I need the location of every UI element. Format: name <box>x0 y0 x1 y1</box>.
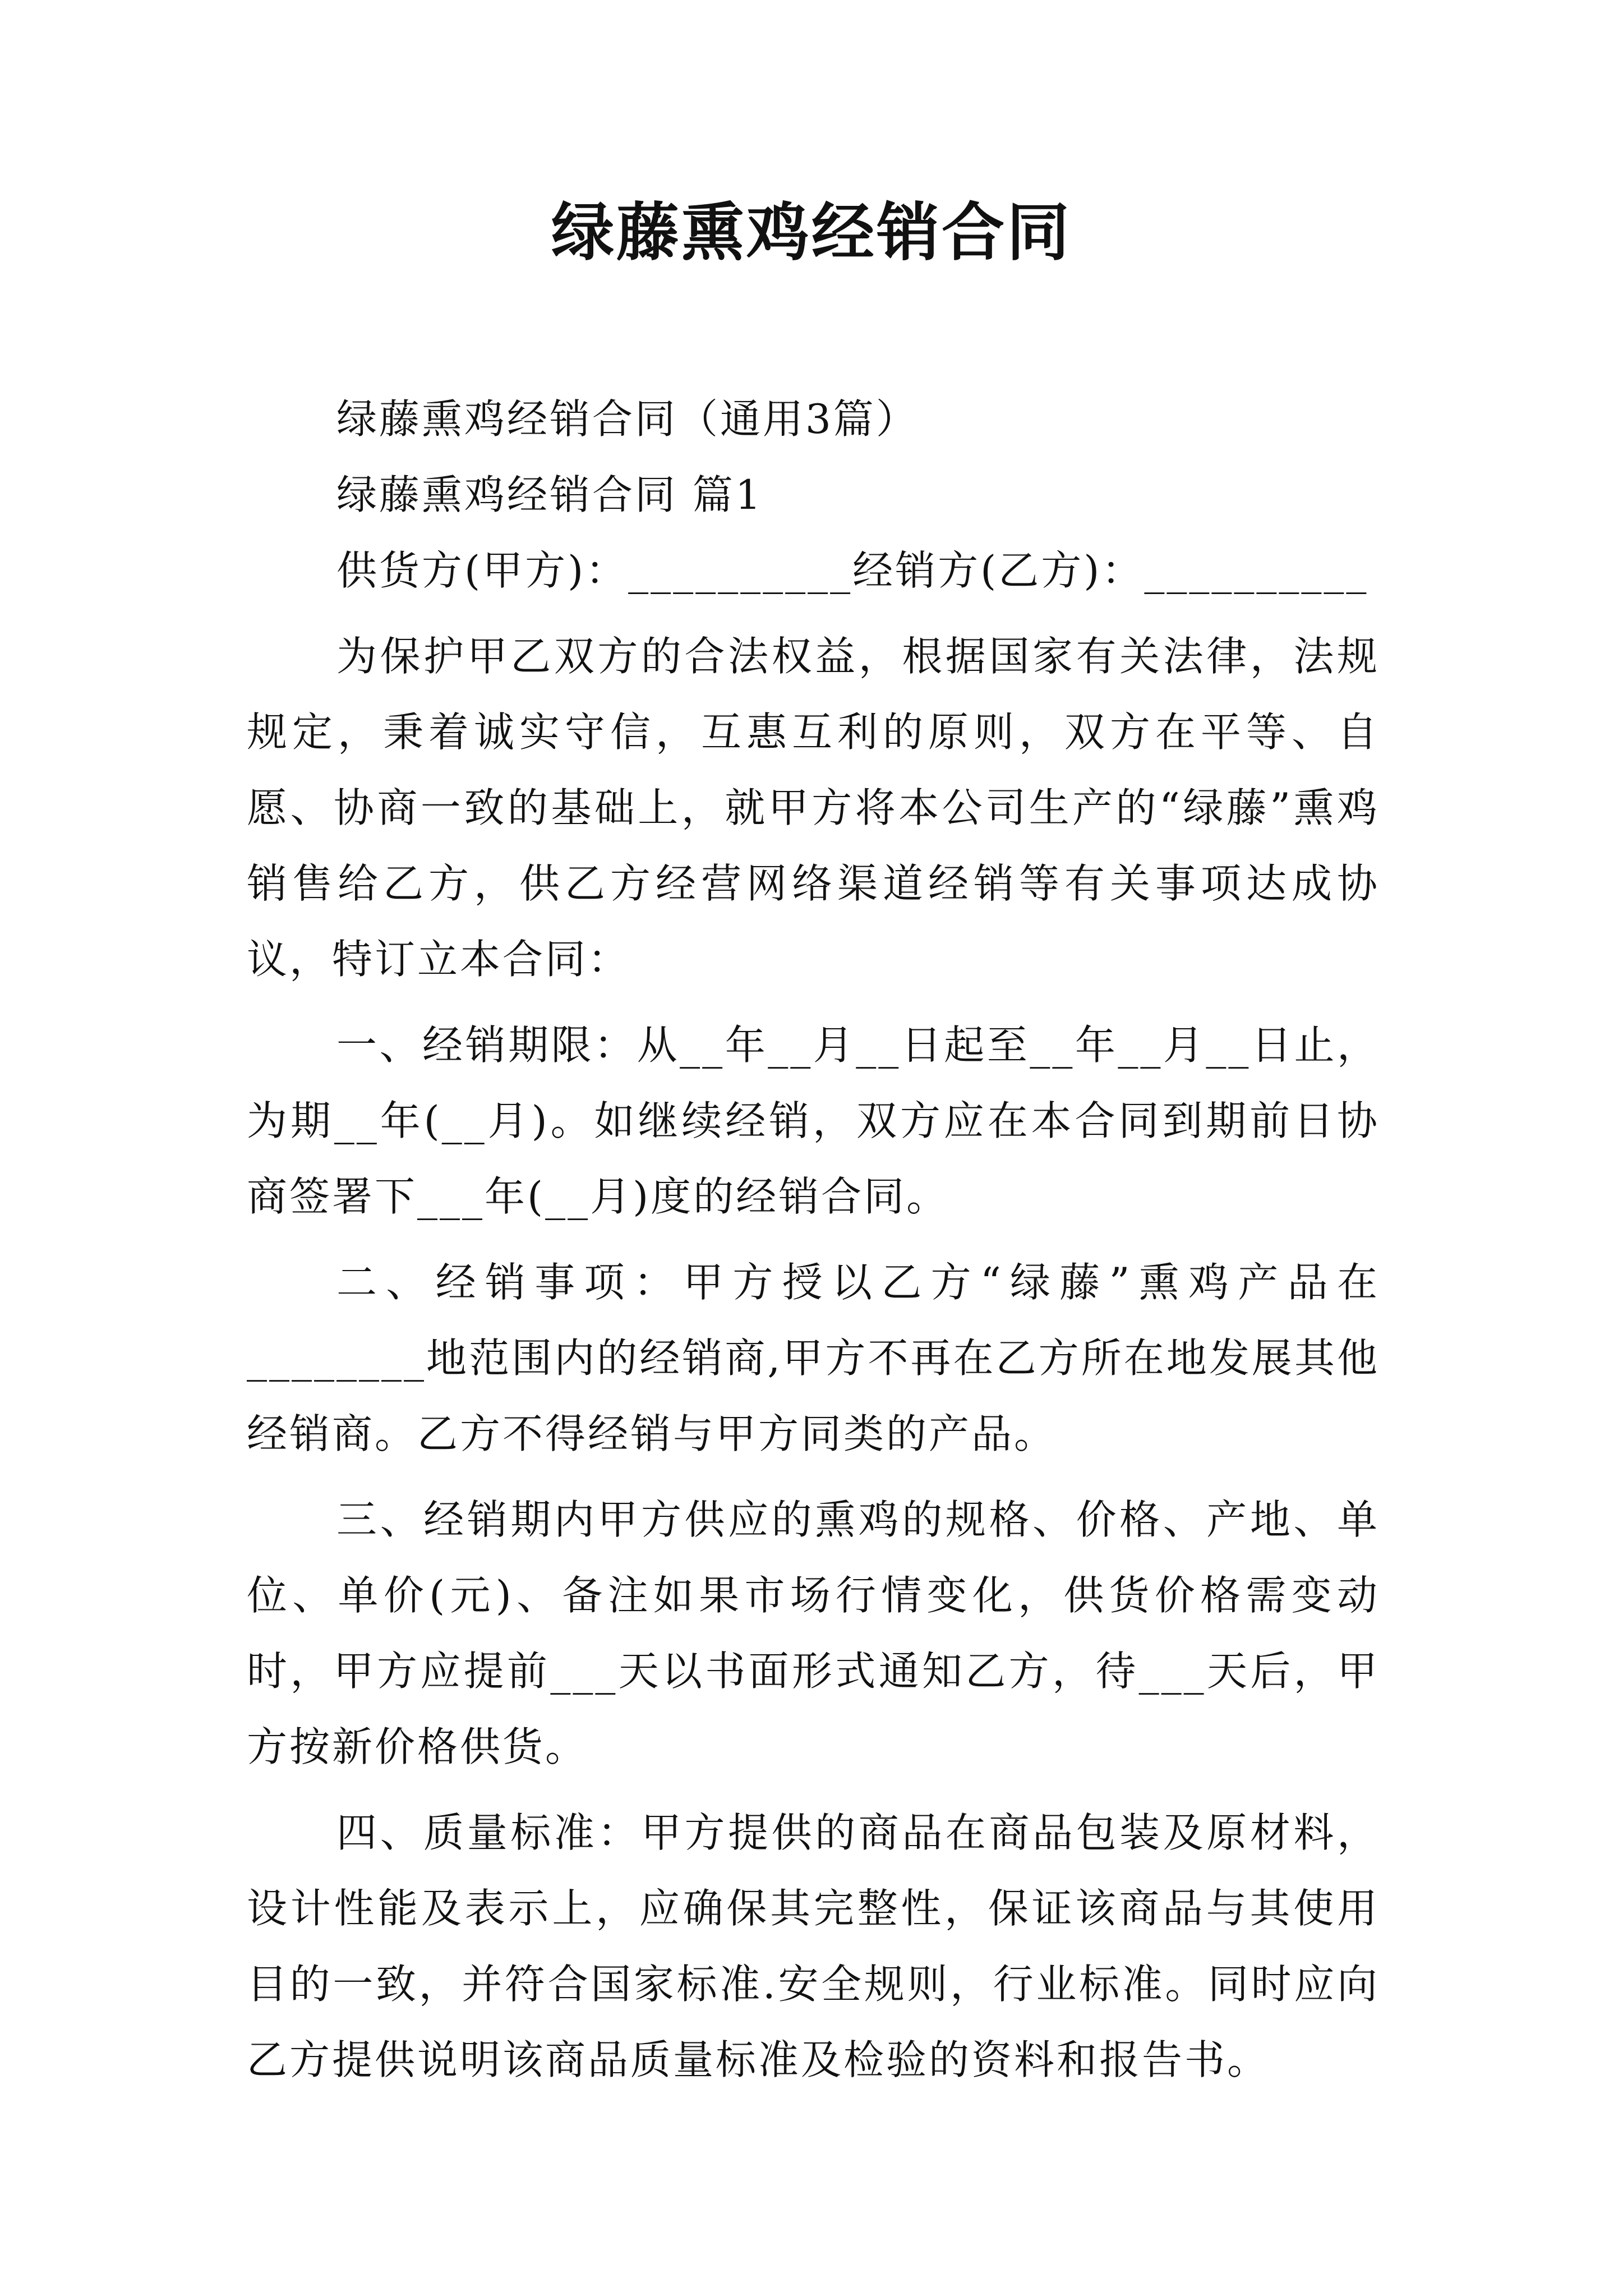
document-body <box>247 381 1380 2098</box>
parties-line: 供货方(甲方)：__________经销方(乙方)：__________ <box>336 547 1369 594</box>
section-heading: 绿藤熏鸡经销合同 篇1 <box>336 471 763 518</box>
paragraph-preamble: 为保护甲乙双方的合法权益，根据国家有关法律，法规规定，秉着诚实守信，互惠互利的原则，双方在平等、自愿、协商一致的基础上，就甲方将本公司生产的“绿藤”熏鸡销售给乙方，供乙方经营网络渠道经销等有关事项达成协议，特订立本合同： <box>247 633 1380 983</box>
paragraph-quality: 四、质量标准：甲方提供的商品在商品包装及原材料，设计性能及表示上，应确保其完整性，保证该商品与其使用目的一致，并符合国家标准.安全规则，行业标准。同时应向乙方提供说明该商品质量标准及检验的资料和报告书。 <box>247 1809 1380 2083</box>
paragraph-pricing: 三、经销期内甲方供应的熏鸡的规格、价格、产地、单位、单价(元)、备注如果市场行情变化，供货价格需变动时，甲方应提前___天以书面形式通知乙方，待___天后，甲方按新价格供货。 <box>247 1496 1380 1770</box>
paragraph-scope: 二、经销事项：甲方授以乙方“绿藤”熏鸡产品在________地范围内的经销商,甲方不再在乙方所在地发展其他经销商。乙方不得经销与甲方同类的产品。 <box>247 1259 1380 1457</box>
paragraph-term: 一、经销期限：从__年__月__日起至__年__月__日止，为期__年(__月)。如继续经销，双方应在本合同到期前日协商签署下___年(__月)度的经销合同。 <box>247 1022 1380 1220</box>
document-title: 绿藤熏鸡经销合同 <box>551 196 1072 269</box>
document-subtitle: 绿藤熏鸡经销合同（通用3篇） <box>336 395 919 443</box>
